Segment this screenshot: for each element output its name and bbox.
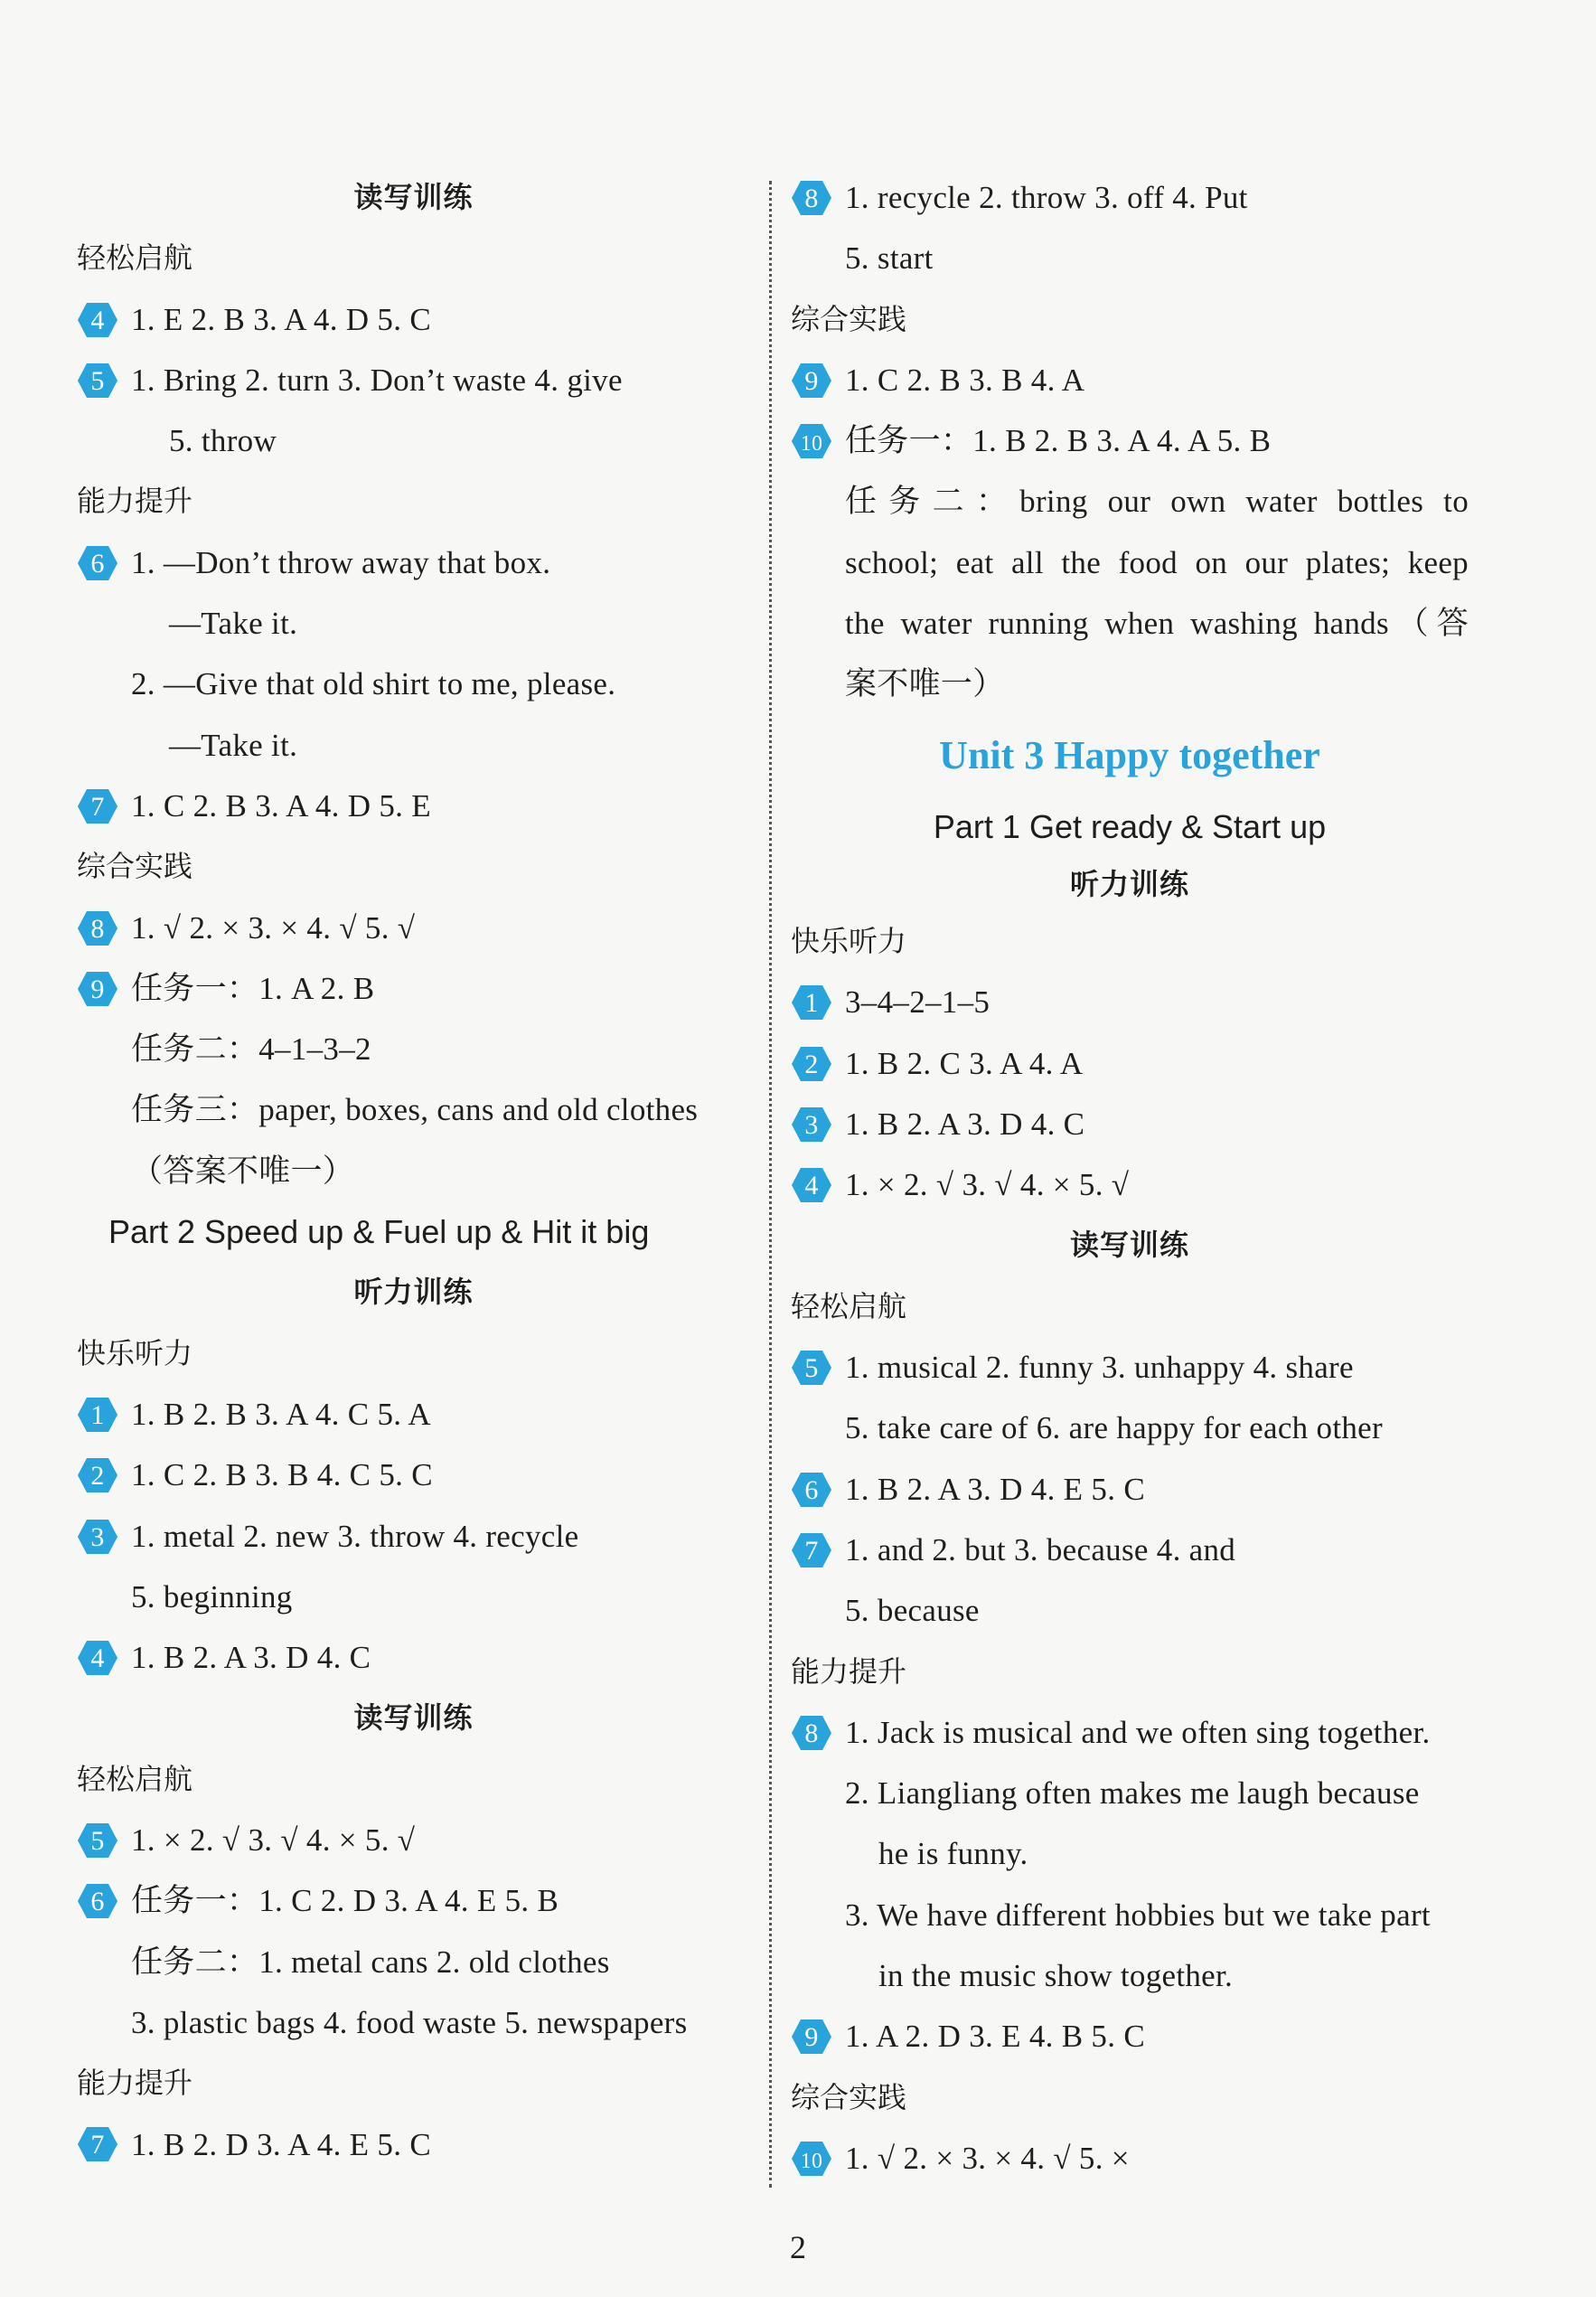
- hexagon-badge-icon: [77, 302, 118, 338]
- question-number-badge: [791, 362, 832, 399]
- hexagon-badge-icon: [791, 1350, 832, 1386]
- answer-continuation: school; eat all the food on our plates; keep: [845, 544, 1469, 580]
- answer-continuation: 3. We have different hobbies but we take part: [845, 1897, 1431, 1933]
- category-heading: 轻松启航: [77, 1761, 193, 1796]
- answer-text: 任务一：1. B 2. B 3. A 4. A 5. B: [845, 423, 1272, 459]
- category-heading: 轻松启航: [77, 240, 193, 276]
- question-number-badge: [77, 302, 118, 338]
- category-heading: 综合实践: [77, 849, 193, 884]
- hexagon-badge-icon: [791, 423, 832, 459]
- answer-row: [77, 1870, 750, 1931]
- answer-text: 1. Bring 2. turn 3. Don’t waste 4. give: [131, 362, 623, 398]
- badge-number: 8: [804, 183, 819, 213]
- answer-text: 1. musical 2. funny 3. unhappy 4. share: [845, 1350, 1354, 1386]
- answer-text: 1. B 2. D 3. A 4. E 5. C: [131, 2126, 431, 2162]
- section-heading: 读写训练: [353, 180, 474, 214]
- answer-row: [791, 2006, 1469, 2066]
- badge-number: 7: [804, 1535, 819, 1566]
- answer-row: [791, 2128, 1469, 2189]
- answer-text: —Take it.: [169, 606, 298, 642]
- badge-number: 9: [90, 974, 105, 1004]
- hexagon-badge-icon: [791, 180, 832, 216]
- answer-continuation: 5. throw: [169, 423, 277, 459]
- answer-continuation: 2. Liangliang often makes me laugh because: [845, 1775, 1420, 1812]
- question-number-badge: [77, 1640, 118, 1676]
- badge-number: 3: [804, 1109, 819, 1140]
- badge-number: 1: [90, 1399, 105, 1430]
- answer-continuation: 2. —Give that old shirt to me, please.: [131, 666, 616, 702]
- hexagon-badge-icon: [791, 1046, 832, 1082]
- question-number-badge: [77, 788, 118, 824]
- category-heading: 快乐听力: [791, 923, 907, 958]
- answer-row: [77, 898, 750, 958]
- answer-row: [77, 1384, 750, 1445]
- question-number-badge: [791, 423, 832, 459]
- question-number-badge: [791, 1046, 832, 1082]
- badge-number: 9: [804, 365, 819, 396]
- question-number-badge: [77, 1822, 118, 1859]
- question-number-badge: [791, 2019, 832, 2055]
- column-divider: [769, 181, 772, 2188]
- answer-text: 1. Jack is musical and we often sing together.: [845, 1714, 1431, 1750]
- answer-continuation: 任务二：4–1–3–2: [131, 1031, 371, 1068]
- answer-row: [791, 972, 1469, 1032]
- question-number-badge: [791, 984, 832, 1021]
- category-heading: 能力提升: [77, 484, 193, 519]
- answer-text: 1. C 2. B 3. B 4. A: [845, 362, 1085, 398]
- answer-continuation: （答案不唯一）: [131, 1153, 355, 1189]
- category-heading: 综合实践: [791, 2079, 907, 2114]
- answer-row: [791, 1337, 1469, 1398]
- answer-row: [77, 1445, 750, 1505]
- badge-number: 4: [90, 1643, 105, 1674]
- hexagon-badge-icon: [791, 1472, 832, 1508]
- question-number-badge: [77, 1397, 118, 1433]
- category-heading: 能力提升: [791, 1653, 907, 1689]
- question-number-badge: [77, 545, 118, 581]
- answer-row: [77, 289, 750, 350]
- category-heading: 能力提升: [77, 2066, 193, 2101]
- answer-text: 1. B 2. C 3. A 4. A: [845, 1045, 1084, 1081]
- hexagon-badge-icon: [77, 362, 118, 399]
- hexagon-badge-icon: [77, 545, 118, 581]
- answer-continuation: 5. beginning: [131, 1578, 293, 1614]
- hexagon-badge-icon: [791, 1167, 832, 1203]
- answer-row: [77, 776, 750, 836]
- question-number-badge: [791, 1472, 832, 1508]
- answer-row: [791, 1520, 1469, 1580]
- badge-number: 4: [90, 305, 105, 335]
- answer-text: 1. C 2. B 3. B 4. C 5. C: [131, 1457, 433, 1493]
- answer-continuation: he is funny.: [878, 1836, 1028, 1872]
- answer-row: [791, 167, 1469, 228]
- hexagon-badge-icon: [77, 1457, 118, 1493]
- answer-row: [791, 1702, 1469, 1763]
- question-number-badge: [77, 1883, 118, 1919]
- answer-continuation: 3. plastic bags 4. food waste 5. newspapers: [131, 2004, 688, 2040]
- badge-number: 10: [800, 432, 823, 457]
- answer-row: [77, 1627, 750, 1688]
- question-number-badge: [791, 1715, 832, 1751]
- hexagon-badge-icon: [77, 1822, 118, 1859]
- answer-row: [791, 1094, 1469, 1154]
- right-column: [791, 167, 1469, 2189]
- badge-number: 6: [804, 1474, 819, 1505]
- answer-text: 1. and 2. but 3. because 4. and: [845, 1531, 1236, 1567]
- answer-row: [791, 1033, 1469, 1094]
- badge-number: 6: [90, 548, 105, 579]
- badge-number: 4: [804, 1171, 819, 1201]
- answer-row: [77, 1810, 750, 1870]
- part-heading: Part 1 Get ready & Start up: [933, 807, 1327, 845]
- answer-row: [791, 410, 1469, 471]
- hexagon-badge-icon: [791, 2141, 832, 2177]
- question-number-badge: [77, 2126, 118, 2162]
- answer-row: [77, 350, 750, 410]
- question-number-badge: [77, 910, 118, 946]
- answer-text: 3–4–2–1–5: [845, 984, 990, 1021]
- answer-text: 任务一：1. A 2. B: [131, 970, 375, 1006]
- answer-row: [791, 350, 1469, 410]
- badge-number: 8: [90, 913, 105, 944]
- section-heading: 读写训练: [353, 1700, 474, 1736]
- answer-continuation: —Take it.: [169, 727, 298, 763]
- section-heading: 读写训练: [1069, 1228, 1189, 1263]
- answer-text: 1. B 2. B 3. A 4. C 5. A: [131, 1396, 431, 1432]
- question-number-badge: [791, 2141, 832, 2177]
- badge-number: 5: [90, 365, 105, 396]
- answer-continuation: 任务二：bring our own water bottles to: [845, 484, 1469, 520]
- badge-number: 5: [90, 1825, 105, 1856]
- badge-number: 2: [804, 1049, 819, 1079]
- section-heading: 听力训练: [353, 1275, 474, 1310]
- answer-continuation: 案不唯一）: [845, 666, 1005, 702]
- hexagon-badge-icon: [791, 1532, 832, 1568]
- badge-number: 7: [90, 2130, 105, 2160]
- answer-text: 1. √ 2. × 3. × 4. √ 5. √: [131, 909, 416, 946]
- hexagon-badge-icon: [77, 1519, 118, 1555]
- badge-number: 7: [90, 791, 105, 822]
- question-number-badge: [791, 180, 832, 216]
- badge-number: 8: [804, 1718, 819, 1748]
- answer-text: 1. —Don’t throw away that box.: [131, 544, 551, 580]
- section-heading: 听力训练: [1069, 866, 1189, 901]
- answer-row: [77, 958, 750, 1019]
- question-number-badge: [791, 1106, 832, 1143]
- answer-row: [77, 1506, 750, 1567]
- answer-text: 1. × 2. √ 3. √ 4. × 5. √: [131, 1822, 416, 1859]
- answer-text: 1. B 2. A 3. D 4. E 5. C: [845, 1471, 1145, 1507]
- answer-text: 1. √ 2. × 3. × 4. √ 5. ×: [845, 2140, 1130, 2176]
- hexagon-badge-icon: [791, 1106, 832, 1143]
- badge-number: 10: [800, 2149, 823, 2173]
- unit-title: Unit 3 Happy together: [939, 732, 1320, 777]
- answer-text: 1. C 2. B 3. A 4. D 5. E: [131, 787, 431, 824]
- hexagon-badge-icon: [791, 1715, 832, 1751]
- page-number: 2: [790, 2229, 806, 2265]
- answer-row: [77, 532, 750, 593]
- question-number-badge: [77, 1519, 118, 1555]
- answer-continuation: the water running when washing hands（答: [845, 606, 1469, 642]
- answer-text: 1. A 2. D 3. E 4. B 5. C: [845, 2019, 1145, 2055]
- answer-row: [791, 1154, 1469, 1215]
- answer-continuation: 5. because: [845, 1593, 980, 1629]
- answer-text: 1. metal 2. new 3. throw 4. recycle: [131, 1518, 579, 1554]
- part-heading: Part 2 Speed up & Fuel up & Hit it big: [108, 1213, 650, 1251]
- answer-continuation: [77, 593, 750, 654]
- answer-text: 1. E 2. B 3. A 4. D 5. C: [131, 301, 431, 337]
- badge-number: 6: [90, 1887, 105, 1917]
- hexagon-badge-icon: [77, 788, 118, 824]
- answer-text: 1. B 2. A 3. D 4. C: [845, 1106, 1085, 1142]
- category-heading: 快乐听力: [77, 1335, 193, 1370]
- category-heading: 综合实践: [791, 301, 907, 336]
- hexagon-badge-icon: [77, 971, 118, 1007]
- answer-row: [791, 1459, 1469, 1520]
- answer-row: [77, 2114, 750, 2175]
- hexagon-badge-icon: [77, 910, 118, 946]
- answer-text: 1. recycle 2. throw 3. off 4. Put: [845, 180, 1248, 215]
- hexagon-badge-icon: [791, 984, 832, 1021]
- badge-number: 1: [804, 988, 819, 1019]
- badge-number: 5: [804, 1353, 819, 1384]
- badge-number: 2: [90, 1461, 105, 1492]
- answer-continuation: 任务二：1. metal cans 2. old clothes: [131, 1944, 610, 1980]
- hexagon-badge-icon: [791, 362, 832, 399]
- answer-continuation: 任务三：paper, boxes, cans and old clothes: [131, 1092, 699, 1128]
- question-number-badge: [77, 1457, 118, 1493]
- hexagon-badge-icon: [77, 2126, 118, 2162]
- hexagon-badge-icon: [77, 1883, 118, 1919]
- answer-text: 任务一：1. C 2. D 3. A 4. E 5. B: [131, 1883, 559, 1919]
- left-column: [77, 167, 750, 2175]
- answer-continuation: in the music show together.: [878, 1958, 1234, 1994]
- question-number-badge: [791, 1532, 832, 1568]
- answer-continuation: 5. take care of 6. are happy for each other: [845, 1410, 1383, 1446]
- badge-number: 9: [804, 2022, 819, 2053]
- category-heading: 轻松启航: [791, 1288, 907, 1323]
- answer-continuation: 5. start: [845, 240, 934, 277]
- question-number-badge: [77, 971, 118, 1007]
- badge-number: 3: [90, 1521, 105, 1552]
- hexagon-badge-icon: [791, 2019, 832, 2055]
- hexagon-badge-icon: [77, 1397, 118, 1433]
- answer-text: 1. B 2. A 3. D 4. C: [131, 1640, 371, 1676]
- question-number-badge: [791, 1167, 832, 1203]
- hexagon-badge-icon: [77, 1640, 118, 1676]
- answer-text: 1. × 2. √ 3. √ 4. × 5. √: [845, 1167, 1130, 1203]
- question-number-badge: [77, 362, 118, 399]
- question-number-badge: [791, 1350, 832, 1386]
